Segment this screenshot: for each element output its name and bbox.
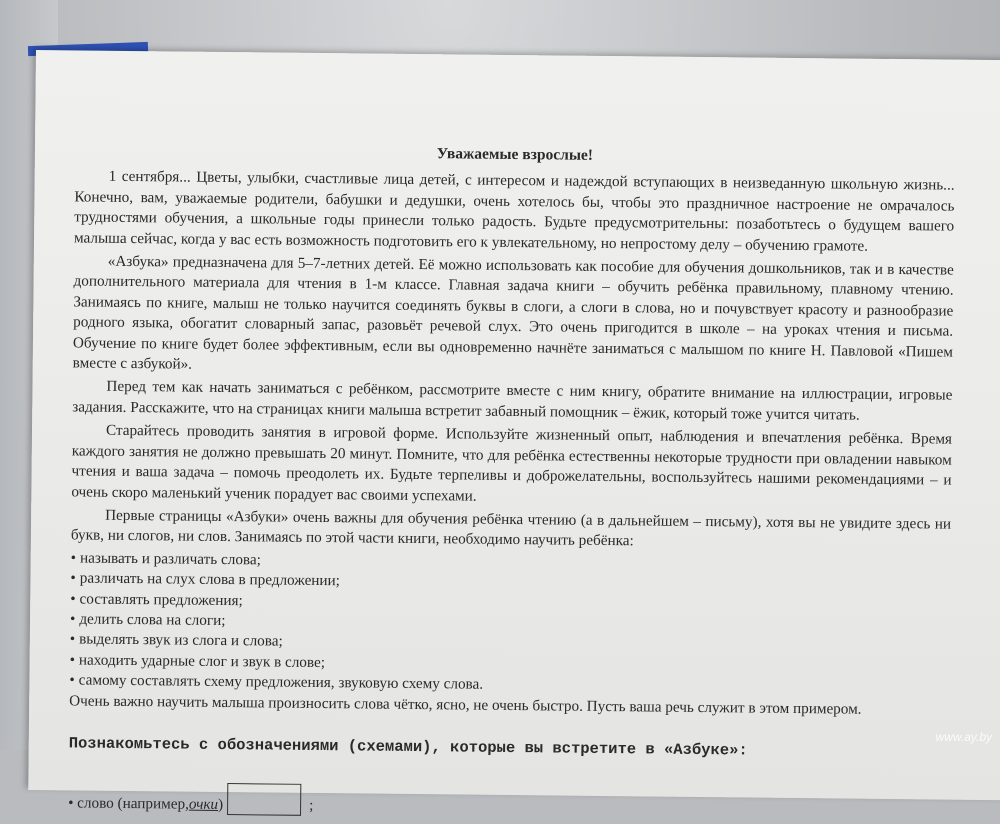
page-content [68, 140, 955, 823]
paragraph-3: Перед тем как начать заниматься с ребёнком, рассмотрите вместе с ним книгу, обратите внимание на иллюстрации, игровые задания. Расскажите, что на страницах книги малыша встретит забавный помощник – ёжик, который тоже учится читать. [72, 378, 953, 424]
bullet-icon: • [69, 610, 76, 628]
page-heading: Уважаемые взрослые! [436, 145, 594, 164]
paragraph-1: 1 сентября... Цветы, улыбки, счастливые лица детей, с интересом и надеждой вступающих в неизведанную школьную жизнь... Конечно, вам, уважаемые родители, бабушки и дедушки, очень хотелось бы, чтобы это праздничное настроение не омрачалось трудностями обучения, а школьные годы принесли только радость. Будьте предусмотрительны: позаботьтесь о будущем вашего малыша сейчас, когда у вас есть возможность подготовить его к увлекательному, но непростому делу – обучению грамоте. [73, 168, 955, 255]
paragraph-2: «Азбука» предназначена для 5–7-летних детей. Её можно использовать как пособие для обучения дошкольников, так и в качестве дополнительного материала для чтения в 1-м классе. Главная задача книги – обучить ребёнка правильному, плавному чтению. Занимаясь по книге, малыш не только научится соединять буквы в слоги, а слоги в слова, но и почувствует красоту и разнообразие родного языка, обогатит словарный запас, разовьёт речевой слух. Это очень пригодится в школе – на уроках чтения и письма. Обучение по книге будет более эффективным, если вы одновременно начнёте заниматься с малышом по книге Н. Павловой «Пишем вместе с азбукой». [72, 252, 954, 373]
list-item-text: самому составлять схему предложения, звуковую схему слова. [78, 671, 484, 693]
list-item-text: выделять звук из слога и слова; [79, 630, 283, 650]
symbols-subheading: Познакомьтесь с обозначениями (схемами), которые вы встретите в «Азбуке»: [68, 734, 748, 760]
example-prefix: • слово (например, [68, 794, 190, 813]
list-item-text: делить слова на слоги; [79, 610, 226, 629]
bullet-icon: • [69, 671, 75, 689]
list-item-text: составлять предложения; [79, 590, 243, 609]
closing-paragraph: Очень важно научить малыша произносить слова чётко, ясно, не очень быстро. Пусть ваша речь служит в этом примером. [69, 691, 862, 718]
example-after-box: ; [309, 796, 314, 814]
paragraph-5: Первые страницы «Азбуки» очень важны для обучения ребёнка чтению (а в дальнейшем – письму), хотя вы не увидите здесь ни букв, ни слогов, ни слов. Занимаясь по этой части книги, необходимо научить ребёнка: [70, 506, 952, 550]
paragraph-4: Старайтесь проводить занятия в игровой форме. Используйте жизненный опыт, наблюдения и впечатления ребёнка. Время каждого занятия не должно превышать 20 минут. Помните, что для ребёнка естественны некоторые трудности при овладении навыком чтения и ваша задача – помочь преодолеть их. Будьте терпеливы и доброжелательны, воспользуйтесь нашими рекомендациями – и очень скоро маленький ученик порадует вас своими успехами. [71, 422, 953, 505]
list-item-text: различать на слух слова в предложении; [79, 569, 341, 590]
example-word: очки [188, 795, 219, 813]
list-item-text: находить ударные слог и звук в слове; [78, 651, 326, 671]
book-page [28, 50, 1000, 814]
bullet-icon: • [70, 589, 76, 607]
bullet-icon: • [70, 549, 77, 567]
watermark: www.ay.by [935, 730, 992, 744]
example-suffix: ) [217, 795, 224, 813]
bullet-icon: • [69, 651, 76, 669]
symbol-example [68, 782, 948, 823]
list-item-text: называть и различать слова; [79, 549, 262, 569]
bullet-icon: • [69, 630, 76, 648]
word-scheme-box [227, 783, 301, 816]
bullet-icon: • [70, 569, 76, 587]
skills-list [69, 548, 950, 700]
